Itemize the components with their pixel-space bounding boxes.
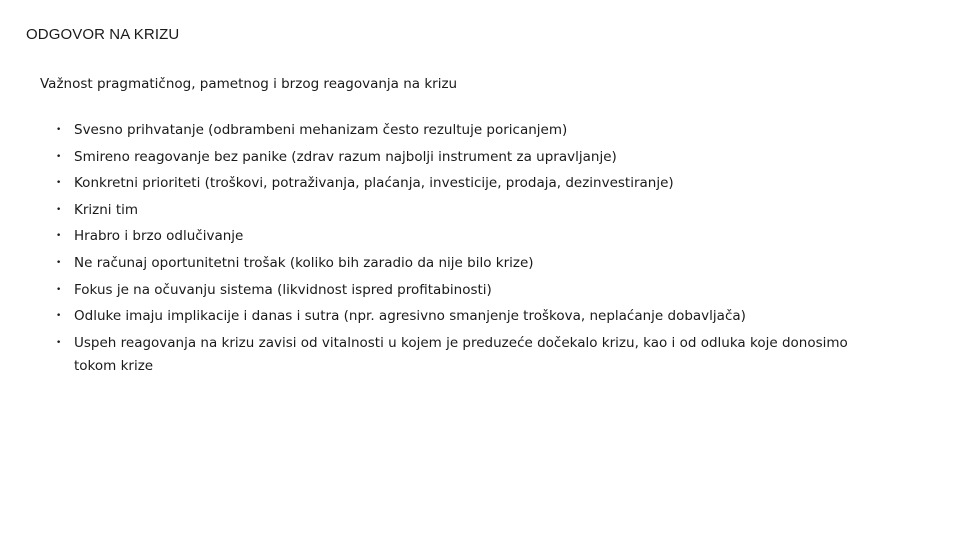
bullet-item bbox=[50, 305, 870, 328]
slide-title: ODGOVOR NA KRIZU bbox=[26, 26, 180, 43]
bullet-icon: • bbox=[56, 151, 62, 162]
bullet-icon: • bbox=[56, 178, 62, 189]
bullet-text: Svesno prihvatanje (odbrambeni mehanizam često rezultuje poricanjem) bbox=[74, 122, 568, 138]
bullet-icon: • bbox=[56, 337, 62, 348]
bullet-text: Ne računaj oportunitetni trošak (koliko bih zaradio da nije bilo krize) bbox=[74, 254, 534, 271]
bullet-item bbox=[50, 146, 870, 169]
bullet-text: Odluke imaju implikacije i danas i sutra (npr. agresivno smanjenje troškova, neplaćanje dobavljača) bbox=[74, 308, 746, 325]
bullet-icon: • bbox=[56, 231, 62, 242]
bullet-item bbox=[50, 332, 870, 378]
bullet-text: Krizni tim bbox=[74, 201, 139, 218]
bullet-text: Uspeh reagovanja na krizu zavisi od vitalnosti u kojem je preduzeće dočekalo krizu, kao i od odluka koje donosimo tokom krize bbox=[74, 334, 848, 374]
bullet-icon: • bbox=[56, 125, 62, 135]
bullet-icon: • bbox=[56, 204, 62, 215]
bullet-item bbox=[50, 252, 870, 275]
bullet-text: Smireno reagovanje bez panike (zdrav razum najbolji instrument za upravljanje) bbox=[74, 148, 617, 165]
bullet-text: Konkretni prioriteti (troškovi, potraživanja, plaćanja, investicije, prodaja, dezinvestiranje) bbox=[74, 175, 674, 192]
bullet-item bbox=[50, 279, 870, 302]
bullet-icon: • bbox=[56, 284, 62, 295]
bullet-icon: • bbox=[56, 311, 62, 322]
bullet-text: Fokus je na očuvanju sistema (likvidnost ispred profitabinosti) bbox=[74, 281, 492, 298]
bullet-item bbox=[50, 225, 870, 248]
bullet-item bbox=[50, 119, 870, 142]
bullet-text: Hrabro i brzo odlučivanje bbox=[74, 228, 244, 245]
bullet-icon: • bbox=[56, 257, 62, 268]
bullet-list bbox=[50, 119, 870, 381]
bullet-item bbox=[50, 172, 870, 195]
bullet-item bbox=[50, 199, 870, 222]
slide-subtitle: Važnost pragmatičnog, pametnog i brzog reagovanja na krizu bbox=[40, 76, 458, 92]
